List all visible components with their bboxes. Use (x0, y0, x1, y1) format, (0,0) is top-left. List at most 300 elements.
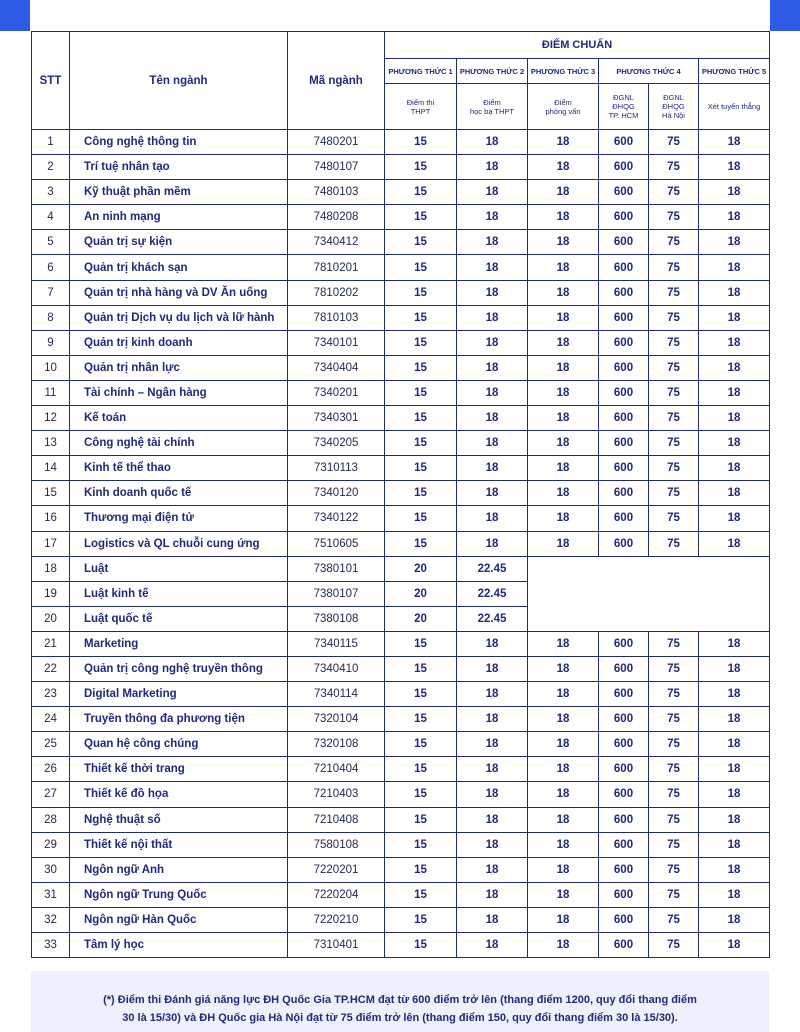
cell-stt: 32 (32, 907, 70, 932)
cell-pt3: 18 (528, 205, 599, 230)
cell-ten-nganh: Truyền thông đa phương tiện (70, 707, 288, 732)
table-row (32, 230, 770, 255)
cell-ten-nganh: Digital Marketing (70, 682, 288, 707)
cell-stt: 15 (32, 481, 70, 506)
subheader-line: phỏng vấn (545, 106, 581, 116)
header-phuong-thuc-4: PHƯƠNG THỨC 4 (599, 59, 699, 84)
cell-pt2: 18 (457, 656, 528, 681)
cell-pt1: 15 (385, 355, 457, 380)
cell-pt2: 18 (457, 431, 528, 456)
cell-pt2: 18 (457, 531, 528, 556)
cell-ten-nganh: Nghệ thuật số (70, 807, 288, 832)
table-row (32, 431, 770, 456)
cell-ma-nganh: 7380101 (288, 556, 385, 581)
table-header (32, 32, 770, 130)
cell-pt2: 18 (457, 732, 528, 757)
cell-pt4-hcm: 600 (599, 255, 649, 280)
cell-pt2: 18 (457, 682, 528, 707)
empty-score-block (528, 556, 770, 631)
table-row (32, 406, 770, 431)
cell-stt: 20 (32, 606, 70, 631)
cell-pt4-hanoi: 75 (649, 406, 699, 431)
cell-pt1: 15 (385, 506, 457, 531)
cell-pt2: 18 (457, 707, 528, 732)
cell-pt4-hcm: 600 (599, 506, 649, 531)
cell-ten-nganh: Marketing (70, 631, 288, 656)
cell-ma-nganh: 7340101 (288, 330, 385, 355)
cell-ten-nganh: Ngôn ngữ Trung Quốc (70, 882, 288, 907)
table-row (32, 732, 770, 757)
cell-ma-nganh: 7810202 (288, 280, 385, 305)
cell-pt3: 18 (528, 882, 599, 907)
cell-stt: 4 (32, 205, 70, 230)
cell-pt4-hcm: 600 (599, 481, 649, 506)
cell-pt1: 15 (385, 631, 457, 656)
cell-ten-nganh: Quản trị nhà hàng và DV Ăn uống (70, 280, 288, 305)
cell-stt: 2 (32, 155, 70, 180)
cell-pt5: 18 (699, 907, 770, 932)
cell-pt4-hanoi: 75 (649, 782, 699, 807)
cell-pt1: 15 (385, 406, 457, 431)
cell-pt5: 18 (699, 656, 770, 681)
cell-pt3: 18 (528, 130, 599, 155)
subheader-line: ĐGNL (663, 93, 684, 102)
cell-pt4-hanoi: 75 (649, 380, 699, 405)
cell-ma-nganh: 7580108 (288, 832, 385, 857)
cell-pt4-hanoi: 75 (649, 280, 699, 305)
cell-pt5: 18 (699, 255, 770, 280)
cell-pt3: 18 (528, 280, 599, 305)
cell-pt4-hcm: 600 (599, 130, 649, 155)
cell-pt4-hanoi: 75 (649, 456, 699, 481)
cell-stt: 13 (32, 431, 70, 456)
cell-stt: 29 (32, 832, 70, 857)
table-body (32, 130, 770, 958)
cell-pt3: 18 (528, 506, 599, 531)
cell-pt3: 18 (528, 355, 599, 380)
subheader-line: Điểm (554, 97, 572, 107)
cell-pt2: 18 (457, 330, 528, 355)
cell-pt3: 18 (528, 255, 599, 280)
cell-stt: 7 (32, 280, 70, 305)
cell-pt4-hcm: 600 (599, 431, 649, 456)
cell-pt1: 15 (385, 255, 457, 280)
cell-pt1: 15 (385, 205, 457, 230)
cell-pt4-hcm: 600 (599, 882, 649, 907)
table-row (32, 631, 770, 656)
cell-pt4-hanoi: 75 (649, 732, 699, 757)
cell-ma-nganh: 7480201 (288, 130, 385, 155)
cell-pt1: 15 (385, 230, 457, 255)
table-row (32, 832, 770, 857)
cell-pt5: 18 (699, 882, 770, 907)
cell-ma-nganh: 7340404 (288, 355, 385, 380)
cell-pt3: 18 (528, 656, 599, 681)
table-row (32, 531, 770, 556)
cell-ten-nganh: Ngôn ngữ Anh (70, 857, 288, 882)
cell-stt: 33 (32, 933, 70, 958)
cell-pt5: 18 (699, 456, 770, 481)
cell-pt5: 18 (699, 732, 770, 757)
cell-pt4-hanoi: 75 (649, 656, 699, 681)
subheader-diem-thi-thpt (385, 84, 457, 130)
cell-ten-nganh: Luật kinh tế (70, 581, 288, 606)
cell-pt1: 15 (385, 155, 457, 180)
table-row (32, 707, 770, 732)
subheader-dgnl-hcm (599, 84, 649, 130)
cell-pt4-hanoi: 75 (649, 506, 699, 531)
cell-stt: 24 (32, 707, 70, 732)
cell-ten-nganh: Quản trị kinh doanh (70, 330, 288, 355)
cell-pt5: 18 (699, 933, 770, 958)
cell-pt4-hanoi: 75 (649, 205, 699, 230)
cell-pt1: 20 (385, 606, 457, 631)
cell-ma-nganh: 7480103 (288, 180, 385, 205)
cell-ten-nganh: Quản trị khách sạn (70, 255, 288, 280)
cell-pt3: 18 (528, 305, 599, 330)
footnote (31, 971, 769, 1032)
cell-stt: 17 (32, 531, 70, 556)
cell-pt2: 18 (457, 280, 528, 305)
cell-pt4-hcm: 600 (599, 757, 649, 782)
cell-pt1: 15 (385, 757, 457, 782)
cell-pt3: 18 (528, 732, 599, 757)
subheader-line: ĐHQG (612, 102, 635, 111)
cell-pt4-hcm: 600 (599, 807, 649, 832)
cell-pt5: 18 (699, 682, 770, 707)
cell-ten-nganh: Thiết kế nội thất (70, 832, 288, 857)
cell-stt: 25 (32, 732, 70, 757)
cell-pt5: 18 (699, 205, 770, 230)
cell-pt3: 18 (528, 406, 599, 431)
cell-pt3: 18 (528, 933, 599, 958)
cell-stt: 26 (32, 757, 70, 782)
cell-pt2: 18 (457, 305, 528, 330)
cell-pt5: 18 (699, 180, 770, 205)
cell-ma-nganh: 7380108 (288, 606, 385, 631)
cell-pt1: 15 (385, 656, 457, 681)
cell-pt5: 18 (699, 832, 770, 857)
cell-pt4-hanoi: 75 (649, 305, 699, 330)
cell-pt4-hcm: 600 (599, 355, 649, 380)
cell-stt: 3 (32, 180, 70, 205)
header-phuong-thuc-5: PHƯƠNG THỨC 5 (699, 59, 770, 84)
subheader-line: ĐGNL (613, 93, 634, 102)
subheader-line: ĐHQG (662, 102, 685, 111)
cell-pt4-hanoi: 75 (649, 832, 699, 857)
cell-pt5: 18 (699, 305, 770, 330)
cell-pt2: 18 (457, 406, 528, 431)
cell-ten-nganh: Tâm lý học (70, 933, 288, 958)
cell-pt4-hanoi: 75 (649, 230, 699, 255)
cell-stt: 28 (32, 807, 70, 832)
cell-pt4-hanoi: 75 (649, 707, 699, 732)
cell-stt: 14 (32, 456, 70, 481)
cell-pt1: 15 (385, 707, 457, 732)
table-row (32, 305, 770, 330)
subheader-line: TP. HCM (608, 111, 639, 120)
cell-pt2: 18 (457, 255, 528, 280)
table-row (32, 355, 770, 380)
cell-pt2: 18 (457, 757, 528, 782)
cell-ten-nganh: Luật quốc tế (70, 606, 288, 631)
subheader-line: THPT (410, 106, 431, 116)
cell-ten-nganh: Ngôn ngữ Hàn Quốc (70, 907, 288, 932)
table-row (32, 907, 770, 932)
cell-pt1: 15 (385, 682, 457, 707)
cell-ten-nganh: Kinh tế thể thao (70, 456, 288, 481)
cell-pt4-hanoi: 75 (649, 682, 699, 707)
footnote-line-1: (*) Điểm thi Đánh giá năng lực ĐH Quốc Gia TP.HCM đạt từ 600 điểm trở lên (thang điểm 1200, quy đổi thang điểm (103, 994, 697, 1006)
cell-ma-nganh: 7340205 (288, 431, 385, 456)
cell-ma-nganh: 7340412 (288, 230, 385, 255)
cell-pt3: 18 (528, 481, 599, 506)
cell-pt5: 18 (699, 807, 770, 832)
cell-pt2: 18 (457, 882, 528, 907)
cell-pt4-hanoi: 75 (649, 882, 699, 907)
cell-pt4-hanoi: 75 (649, 431, 699, 456)
subheader-line: Xét tuyển thẳng (707, 102, 761, 111)
table-row (32, 380, 770, 405)
header-phuong-thuc-1: PHƯƠNG THỨC 1 (385, 59, 457, 84)
table-row (32, 782, 770, 807)
cell-pt1: 20 (385, 556, 457, 581)
cell-pt4-hanoi: 75 (649, 757, 699, 782)
cell-pt3: 18 (528, 907, 599, 932)
cell-stt: 8 (32, 305, 70, 330)
header-ma-nganh: Mã ngành (288, 32, 385, 130)
cell-pt1: 15 (385, 305, 457, 330)
cell-pt1: 15 (385, 807, 457, 832)
cell-pt2: 18 (457, 355, 528, 380)
cell-stt: 11 (32, 380, 70, 405)
cell-pt3: 18 (528, 180, 599, 205)
table-row (32, 933, 770, 958)
cell-pt2: 18 (457, 807, 528, 832)
cell-pt4-hcm: 600 (599, 280, 649, 305)
cell-pt5: 18 (699, 230, 770, 255)
cell-pt4-hcm: 600 (599, 732, 649, 757)
cell-pt5: 18 (699, 330, 770, 355)
cell-stt: 18 (32, 556, 70, 581)
cell-stt: 1 (32, 130, 70, 155)
subheader-line: Điểm thi (406, 97, 435, 107)
cell-pt5: 18 (699, 406, 770, 431)
cell-pt4-hcm: 600 (599, 631, 649, 656)
table-row (32, 857, 770, 882)
cell-pt3: 18 (528, 380, 599, 405)
cell-pt2: 18 (457, 230, 528, 255)
cell-pt2: 18 (457, 857, 528, 882)
cell-pt5: 18 (699, 707, 770, 732)
cell-ma-nganh: 7810201 (288, 255, 385, 280)
cell-pt3: 18 (528, 832, 599, 857)
subheader-line: Hà Nội (662, 111, 685, 120)
cell-pt5: 18 (699, 631, 770, 656)
cell-stt: 5 (32, 230, 70, 255)
cell-ma-nganh: 7340201 (288, 380, 385, 405)
cell-pt5: 18 (699, 355, 770, 380)
cell-pt2: 18 (457, 782, 528, 807)
cell-pt2: 18 (457, 155, 528, 180)
admission-scores-table (31, 31, 770, 958)
cell-ten-nganh: Tài chính – Ngân hàng (70, 380, 288, 405)
table-row (32, 180, 770, 205)
cell-pt3: 18 (528, 682, 599, 707)
cell-pt1: 15 (385, 907, 457, 932)
table-row (32, 330, 770, 355)
cell-ten-nganh: Thương mại điện tử (70, 506, 288, 531)
cell-stt: 31 (32, 882, 70, 907)
cell-ten-nganh: Trí tuệ nhân tạo (70, 155, 288, 180)
cell-ma-nganh: 7320104 (288, 707, 385, 732)
table-row (32, 130, 770, 155)
cell-pt4-hanoi: 75 (649, 907, 699, 932)
cell-pt4-hcm: 600 (599, 682, 649, 707)
cell-ma-nganh: 7480208 (288, 205, 385, 230)
cell-ten-nganh: Luật (70, 556, 288, 581)
cell-pt4-hcm: 600 (599, 155, 649, 180)
cell-pt3: 18 (528, 155, 599, 180)
cell-pt2: 18 (457, 481, 528, 506)
cell-ten-nganh: An ninh mạng (70, 205, 288, 230)
cell-pt3: 18 (528, 707, 599, 732)
cell-pt5: 18 (699, 280, 770, 305)
cell-stt: 30 (32, 857, 70, 882)
cell-ma-nganh: 7320108 (288, 732, 385, 757)
cell-ma-nganh: 7810103 (288, 305, 385, 330)
table-row (32, 757, 770, 782)
cell-ma-nganh: 7380107 (288, 581, 385, 606)
cell-ten-nganh: Thiết kế đồ họa (70, 782, 288, 807)
cell-stt: 27 (32, 782, 70, 807)
cell-stt: 19 (32, 581, 70, 606)
cell-pt3: 18 (528, 330, 599, 355)
table-row (32, 456, 770, 481)
subheader-xet-tuyen-thang (699, 84, 770, 130)
cell-stt: 16 (32, 506, 70, 531)
cell-pt1: 20 (385, 581, 457, 606)
cell-pt4-hcm: 600 (599, 707, 649, 732)
cell-stt: 6 (32, 255, 70, 280)
cell-pt4-hanoi: 75 (649, 857, 699, 882)
cell-pt4-hcm: 600 (599, 907, 649, 932)
cell-pt5: 18 (699, 782, 770, 807)
cell-pt5: 18 (699, 431, 770, 456)
subheader-line: học bạ THPT (469, 106, 515, 116)
cell-stt: 23 (32, 682, 70, 707)
cell-pt4-hanoi: 75 (649, 531, 699, 556)
cell-pt1: 15 (385, 280, 457, 305)
cell-ten-nganh: Quản trị Dịch vụ du lịch và lữ hành (70, 305, 288, 330)
cell-ma-nganh: 7340410 (288, 656, 385, 681)
cell-ten-nganh: Công nghệ thông tin (70, 130, 288, 155)
table-row (32, 481, 770, 506)
cell-pt4-hcm: 600 (599, 933, 649, 958)
cell-ma-nganh: 7340115 (288, 631, 385, 656)
cell-pt3: 18 (528, 230, 599, 255)
cell-pt4-hanoi: 75 (649, 481, 699, 506)
cell-pt1: 15 (385, 380, 457, 405)
cell-pt3: 18 (528, 531, 599, 556)
table-row (32, 280, 770, 305)
cell-ma-nganh: 7220210 (288, 907, 385, 932)
cell-ten-nganh: Kỹ thuật phần mềm (70, 180, 288, 205)
cell-pt5: 18 (699, 380, 770, 405)
cell-pt2: 18 (457, 380, 528, 405)
corner-accent-left (0, 0, 30, 31)
cell-pt3: 18 (528, 857, 599, 882)
cell-pt4-hcm: 600 (599, 305, 649, 330)
cell-pt1: 15 (385, 456, 457, 481)
subheader-phong-van (528, 84, 599, 130)
cell-pt1: 15 (385, 431, 457, 456)
cell-ma-nganh: 7340120 (288, 481, 385, 506)
cell-pt1: 15 (385, 782, 457, 807)
cell-stt: 12 (32, 406, 70, 431)
cell-ten-nganh: Quản trị công nghệ truyền thông (70, 656, 288, 681)
cell-pt2: 22.45 (457, 581, 528, 606)
cell-pt1: 15 (385, 130, 457, 155)
cell-pt4-hanoi: 75 (649, 933, 699, 958)
cell-ten-nganh: Thiết kế thời trang (70, 757, 288, 782)
cell-pt5: 18 (699, 155, 770, 180)
cell-pt4-hcm: 600 (599, 857, 649, 882)
header-phuong-thuc-3: PHƯƠNG THỨC 3 (528, 59, 599, 84)
cell-pt1: 15 (385, 330, 457, 355)
table-row (32, 656, 770, 681)
cell-ma-nganh: 7480107 (288, 155, 385, 180)
footnote-line-2: 30 là 15/30) và ĐH Quốc gia Hà Nội đạt từ 75 điểm trở lên (thang điểm 150, quy đổi thang điểm 30 là 15/30). (122, 1012, 678, 1024)
cell-pt4-hanoi: 75 (649, 631, 699, 656)
cell-pt4-hcm: 600 (599, 330, 649, 355)
subheader-line: Điểm (483, 97, 501, 107)
cell-stt: 9 (32, 330, 70, 355)
header-stt: STT (32, 32, 70, 130)
cell-ten-nganh: Quan hệ công chúng (70, 732, 288, 757)
cell-pt4-hanoi: 75 (649, 155, 699, 180)
cell-pt2: 18 (457, 933, 528, 958)
cell-pt4-hanoi: 75 (649, 330, 699, 355)
subheader-hoc-ba (457, 84, 528, 130)
cell-pt1: 15 (385, 857, 457, 882)
cell-ten-nganh: Kế toán (70, 406, 288, 431)
cell-ma-nganh: 7210404 (288, 757, 385, 782)
table-row (32, 506, 770, 531)
corner-accent-right (770, 0, 800, 31)
cell-pt5: 18 (699, 130, 770, 155)
cell-stt: 10 (32, 355, 70, 380)
cell-pt4-hcm: 600 (599, 406, 649, 431)
table-row (32, 205, 770, 230)
cell-ma-nganh: 7310113 (288, 456, 385, 481)
cell-pt1: 15 (385, 832, 457, 857)
header-ten-nganh: Tên ngành (70, 32, 288, 130)
table-row (32, 556, 770, 581)
cell-pt4-hcm: 600 (599, 832, 649, 857)
header-diem-chuan: ĐIỂM CHUẨN (385, 32, 770, 59)
cell-pt1: 15 (385, 933, 457, 958)
cell-pt3: 18 (528, 456, 599, 481)
cell-ten-nganh: Quản trị sự kiện (70, 230, 288, 255)
header-phuong-thuc-2: PHƯƠNG THỨC 2 (457, 59, 528, 84)
cell-pt5: 18 (699, 481, 770, 506)
cell-pt4-hcm: 600 (599, 380, 649, 405)
cell-pt4-hcm: 600 (599, 782, 649, 807)
cell-ten-nganh: Công nghệ tài chính (70, 431, 288, 456)
cell-pt2: 18 (457, 205, 528, 230)
cell-pt4-hcm: 600 (599, 230, 649, 255)
